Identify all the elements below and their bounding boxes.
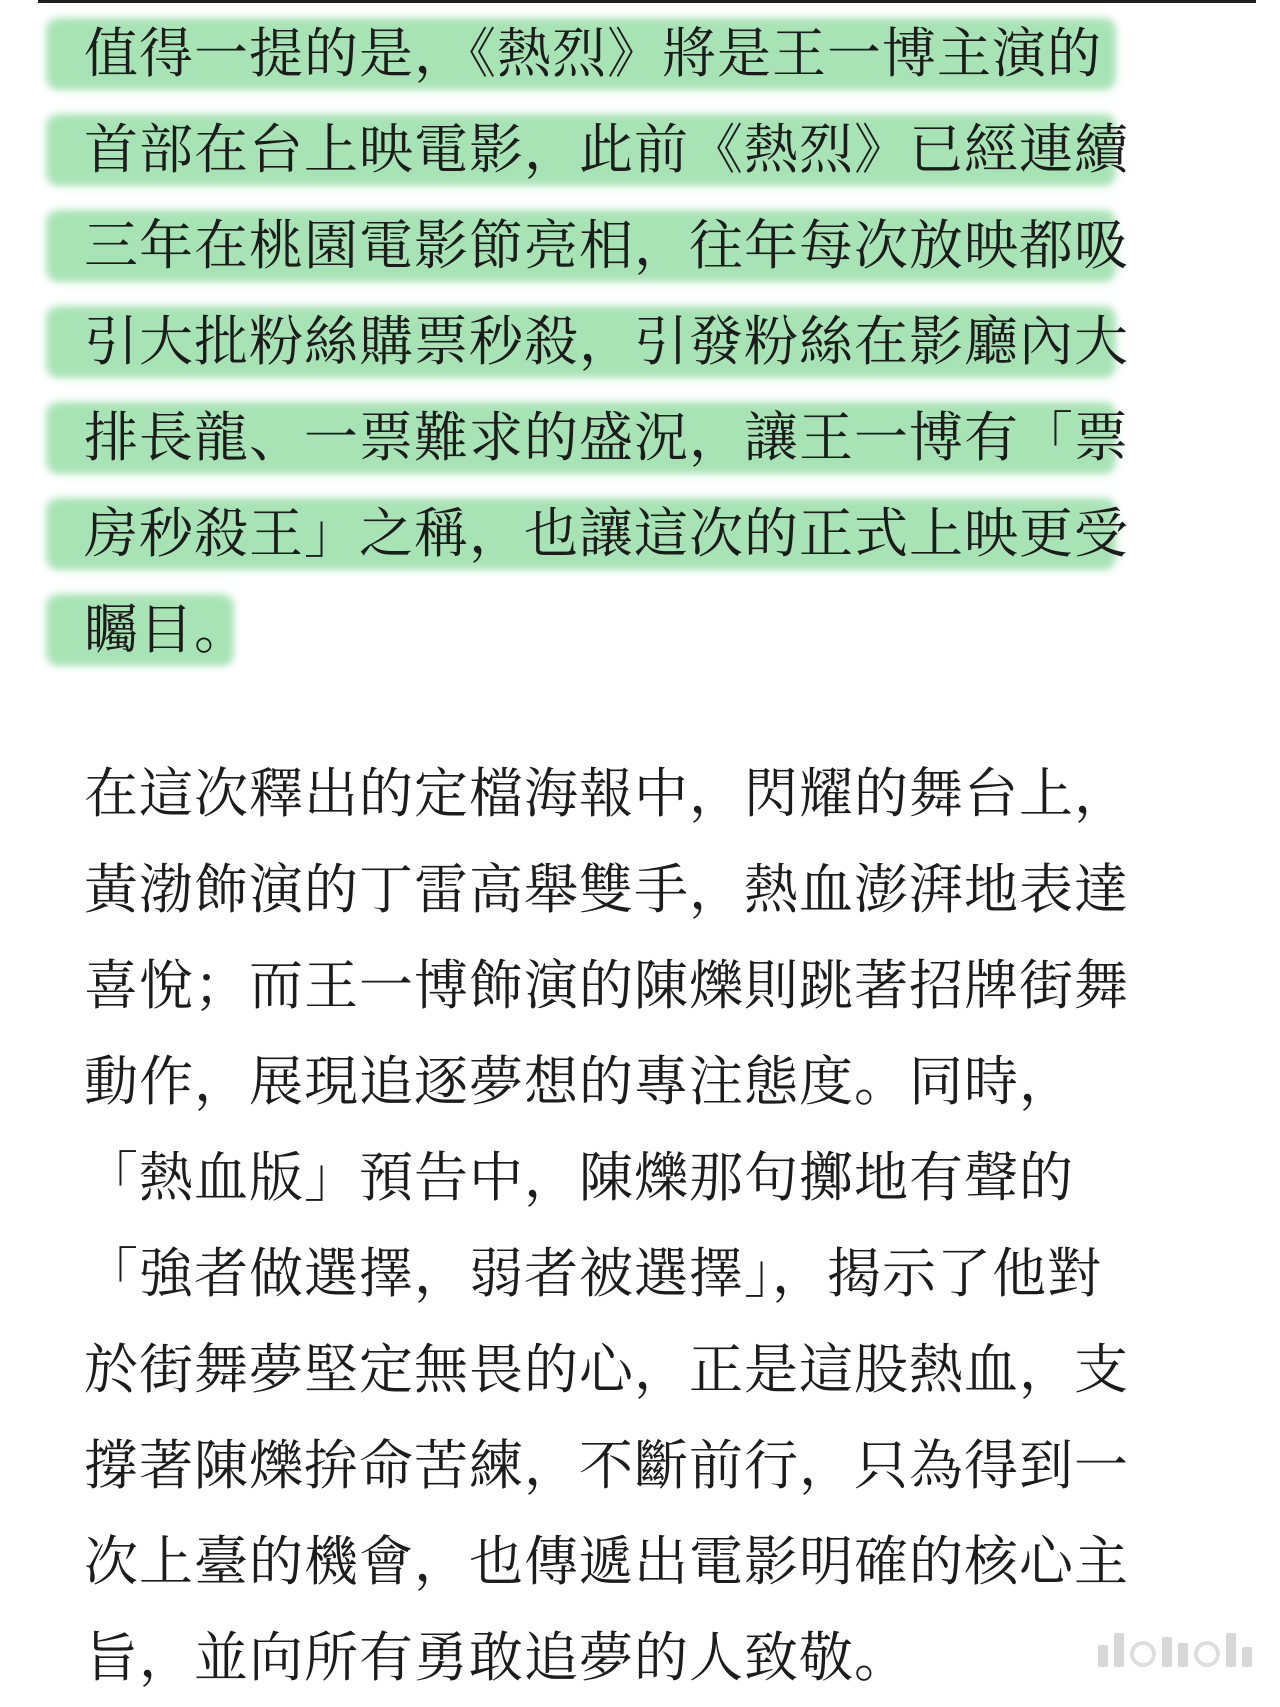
line-text: 撐著陳爍拚命苦練，不斷前行，只為得到一 [84,1434,1129,1497]
paragraph-plain [84,746,1184,1706]
top-divider [38,0,1256,3]
line-text: 三年在桃園電影節亮相，往年每次放映都吸 [84,214,1129,277]
text-line [84,1322,1184,1418]
text-line [84,6,1184,102]
line-text: 「熱血版」預告中，陳爍那句擲地有聲的 [84,1146,1074,1209]
text-line [84,294,1184,390]
text-line [84,938,1184,1034]
text-line [84,1418,1184,1514]
line-text: 喜悅；而王一博飾演的陳爍則跳著招牌街舞 [84,954,1129,1017]
line-text: 旨，並向所有勇敢追夢的人致敬。 [84,1626,909,1689]
line-text: 在這次釋出的定檔海報中，閃耀的舞台上， [84,762,1129,825]
text-line [84,1610,1184,1706]
line-text: 引大批粉絲購票秒殺，引發粉絲在影廳內大 [84,310,1129,373]
article-body [84,6,1184,1706]
line-text: 矚目。 [84,598,249,661]
line-text: 次上臺的機會，也傳遞出電影明確的核心主 [84,1530,1129,1593]
text-line [84,1034,1184,1130]
text-line [84,102,1184,198]
line-text: 動作，展現追逐夢想的專注態度。同時， [84,1050,1074,1113]
paragraph-highlighted [84,6,1184,678]
line-text: 於街舞夢堅定無畏的心，正是這股熱血，支 [84,1338,1129,1401]
text-line [84,390,1184,486]
line-text: 黃渤飾演的丁雷高舉雙手，熱血澎湃地表達 [84,858,1129,921]
line-text: 排長龍、一票難求的盛況，讓王一博有「票 [84,406,1129,469]
line-text: 首部在台上映電影，此前《熱烈》已經連續 [84,118,1129,181]
line-text: 「強者做選擇，弱者被選擇」，揭示了他對 [84,1242,1102,1305]
line-text: 房秒殺王」之稱，也讓這次的正式上映更受 [84,502,1129,565]
text-line [84,842,1184,938]
text-line [84,582,1184,678]
line-text: 值得一提的是，《熱烈》將是王一博主演的 [84,22,1102,85]
text-line [84,198,1184,294]
paragraph-spacer [84,678,1184,746]
text-line [84,1226,1184,1322]
text-line [84,486,1184,582]
bar-chart-logo-icon [1098,1633,1252,1667]
text-line [84,1514,1184,1610]
text-line [84,746,1184,842]
text-line [84,1130,1184,1226]
